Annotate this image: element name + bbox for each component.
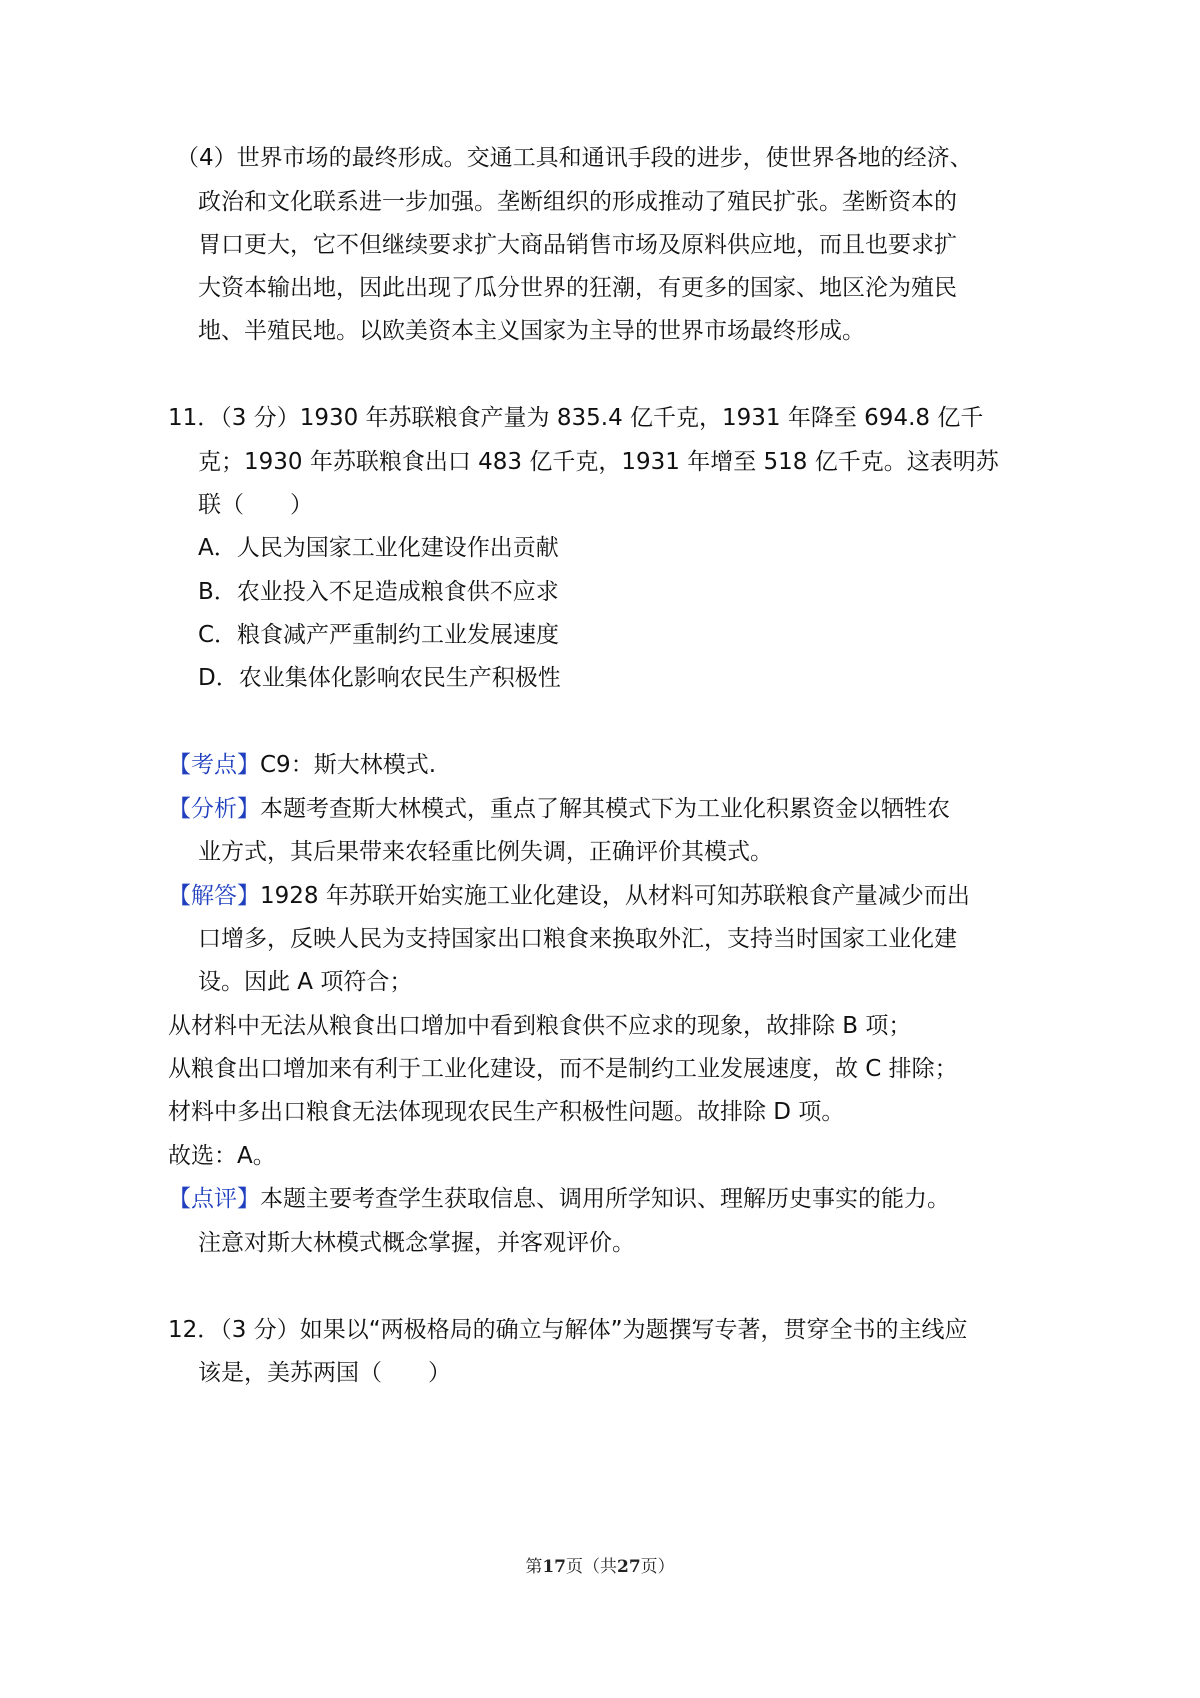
q11-option-b: B．农业投入不足造成粮食供不应求: [198, 579, 559, 605]
jieda-line: 口增多，反映人民为支持国家出口粮食来换取外汇，支持当时国家工业化建: [198, 926, 957, 952]
q11-option-a: A．人民为国家工业化建设作出贡献: [198, 535, 559, 561]
fenxi-tag: 【分析】: [168, 796, 260, 822]
section4-line: 胃口更大，它不但继续要求扩大商品销售市场及原料供应地，而且也要求扩: [198, 232, 957, 258]
dianping-tag: 【点评】: [168, 1186, 260, 1212]
dianping-line: [168, 1184, 950, 1214]
q11-option-c: C．粮食减产严重制约工业发展速度: [198, 622, 560, 648]
fenxi-line: [168, 794, 950, 824]
q11-stem-line: 克；1930 年苏联粮食出口 483 亿千克，1931 年增至 518 亿千克。这表明苏: [198, 449, 999, 475]
answer-line: 从粮食出口增加来有利于工业化建设，而不是制约工业发展速度，故 C 排除；: [168, 1056, 958, 1082]
footer-page-number: 17: [542, 1557, 566, 1577]
q12-stem-line: 该是，美苏两国（ ）: [198, 1360, 451, 1386]
fenxi-line: 业方式，其后果带来农轻重比例失调，正确评价其模式。: [198, 839, 773, 865]
kaodian-text: C9：斯大林模式.: [260, 752, 437, 778]
jieda-tag: 【解答】: [168, 883, 260, 909]
section4-line: 政治和文化联系进一步加强。垄断组织的形成推动了殖民扩张。垄断资本的: [198, 189, 957, 215]
page-footer: [0, 1555, 1200, 1579]
q11-option-d: D．农业集体化影响农民生产积极性: [198, 665, 561, 691]
dianping-text: 本题主要考查学生获取信息、调用所学知识、理解历史事实的能力。: [260, 1186, 950, 1212]
footer-prefix: 第: [525, 1557, 543, 1577]
answer-line: 从材料中无法从粮食出口增加中看到粮食供不应求的现象，故排除 B 项；: [168, 1013, 912, 1039]
jieda-text: 1928 年苏联开始实施工业化建设，从材料可知苏联粮食产量减少而出: [260, 883, 970, 909]
answer-line: 材料中多出口粮食无法体现现农民生产积极性问题。故排除 D 项。: [168, 1099, 845, 1125]
section4-line: 地、半殖民地。以欧美资本主义国家为主导的世界市场最终形成。: [198, 318, 865, 344]
footer-middle: 页（共: [566, 1557, 617, 1577]
section4-line: （4）世界市场的最终形成。交通工具和通讯手段的进步，使世界各地的经济、: [176, 145, 973, 171]
jieda-line: [168, 881, 970, 911]
footer-suffix: 页）: [640, 1557, 675, 1577]
q11-stem-line: 联（ ）: [198, 492, 313, 518]
jieda-line: 设。因此 A 项符合；: [198, 969, 413, 995]
kaodian-line: [168, 750, 436, 780]
dianping-line: 注意对斯大林模式概念掌握，并客观评价。: [198, 1230, 635, 1256]
q12-stem-line: 12．（3 分）如果以“两极格局的确立与解体”为题撰写专著，贯穿全书的主线应: [168, 1317, 968, 1343]
fenxi-text: 本题考查斯大林模式，重点了解其模式下为工业化积累资金以牺牲农: [260, 796, 950, 822]
kaodian-tag: 【考点】: [168, 752, 260, 778]
q11-stem-line: 11．（3 分）1930 年苏联粮食产量为 835.4 亿千克，1931 年降至 694.8 亿千: [168, 405, 984, 431]
section4-line: 大资本输出地，因此出现了瓜分世界的狂潮，有更多的国家、地区沦为殖民: [198, 275, 957, 301]
footer-total-pages: 27: [617, 1557, 641, 1577]
answer-line: 故选：A。: [168, 1143, 276, 1169]
